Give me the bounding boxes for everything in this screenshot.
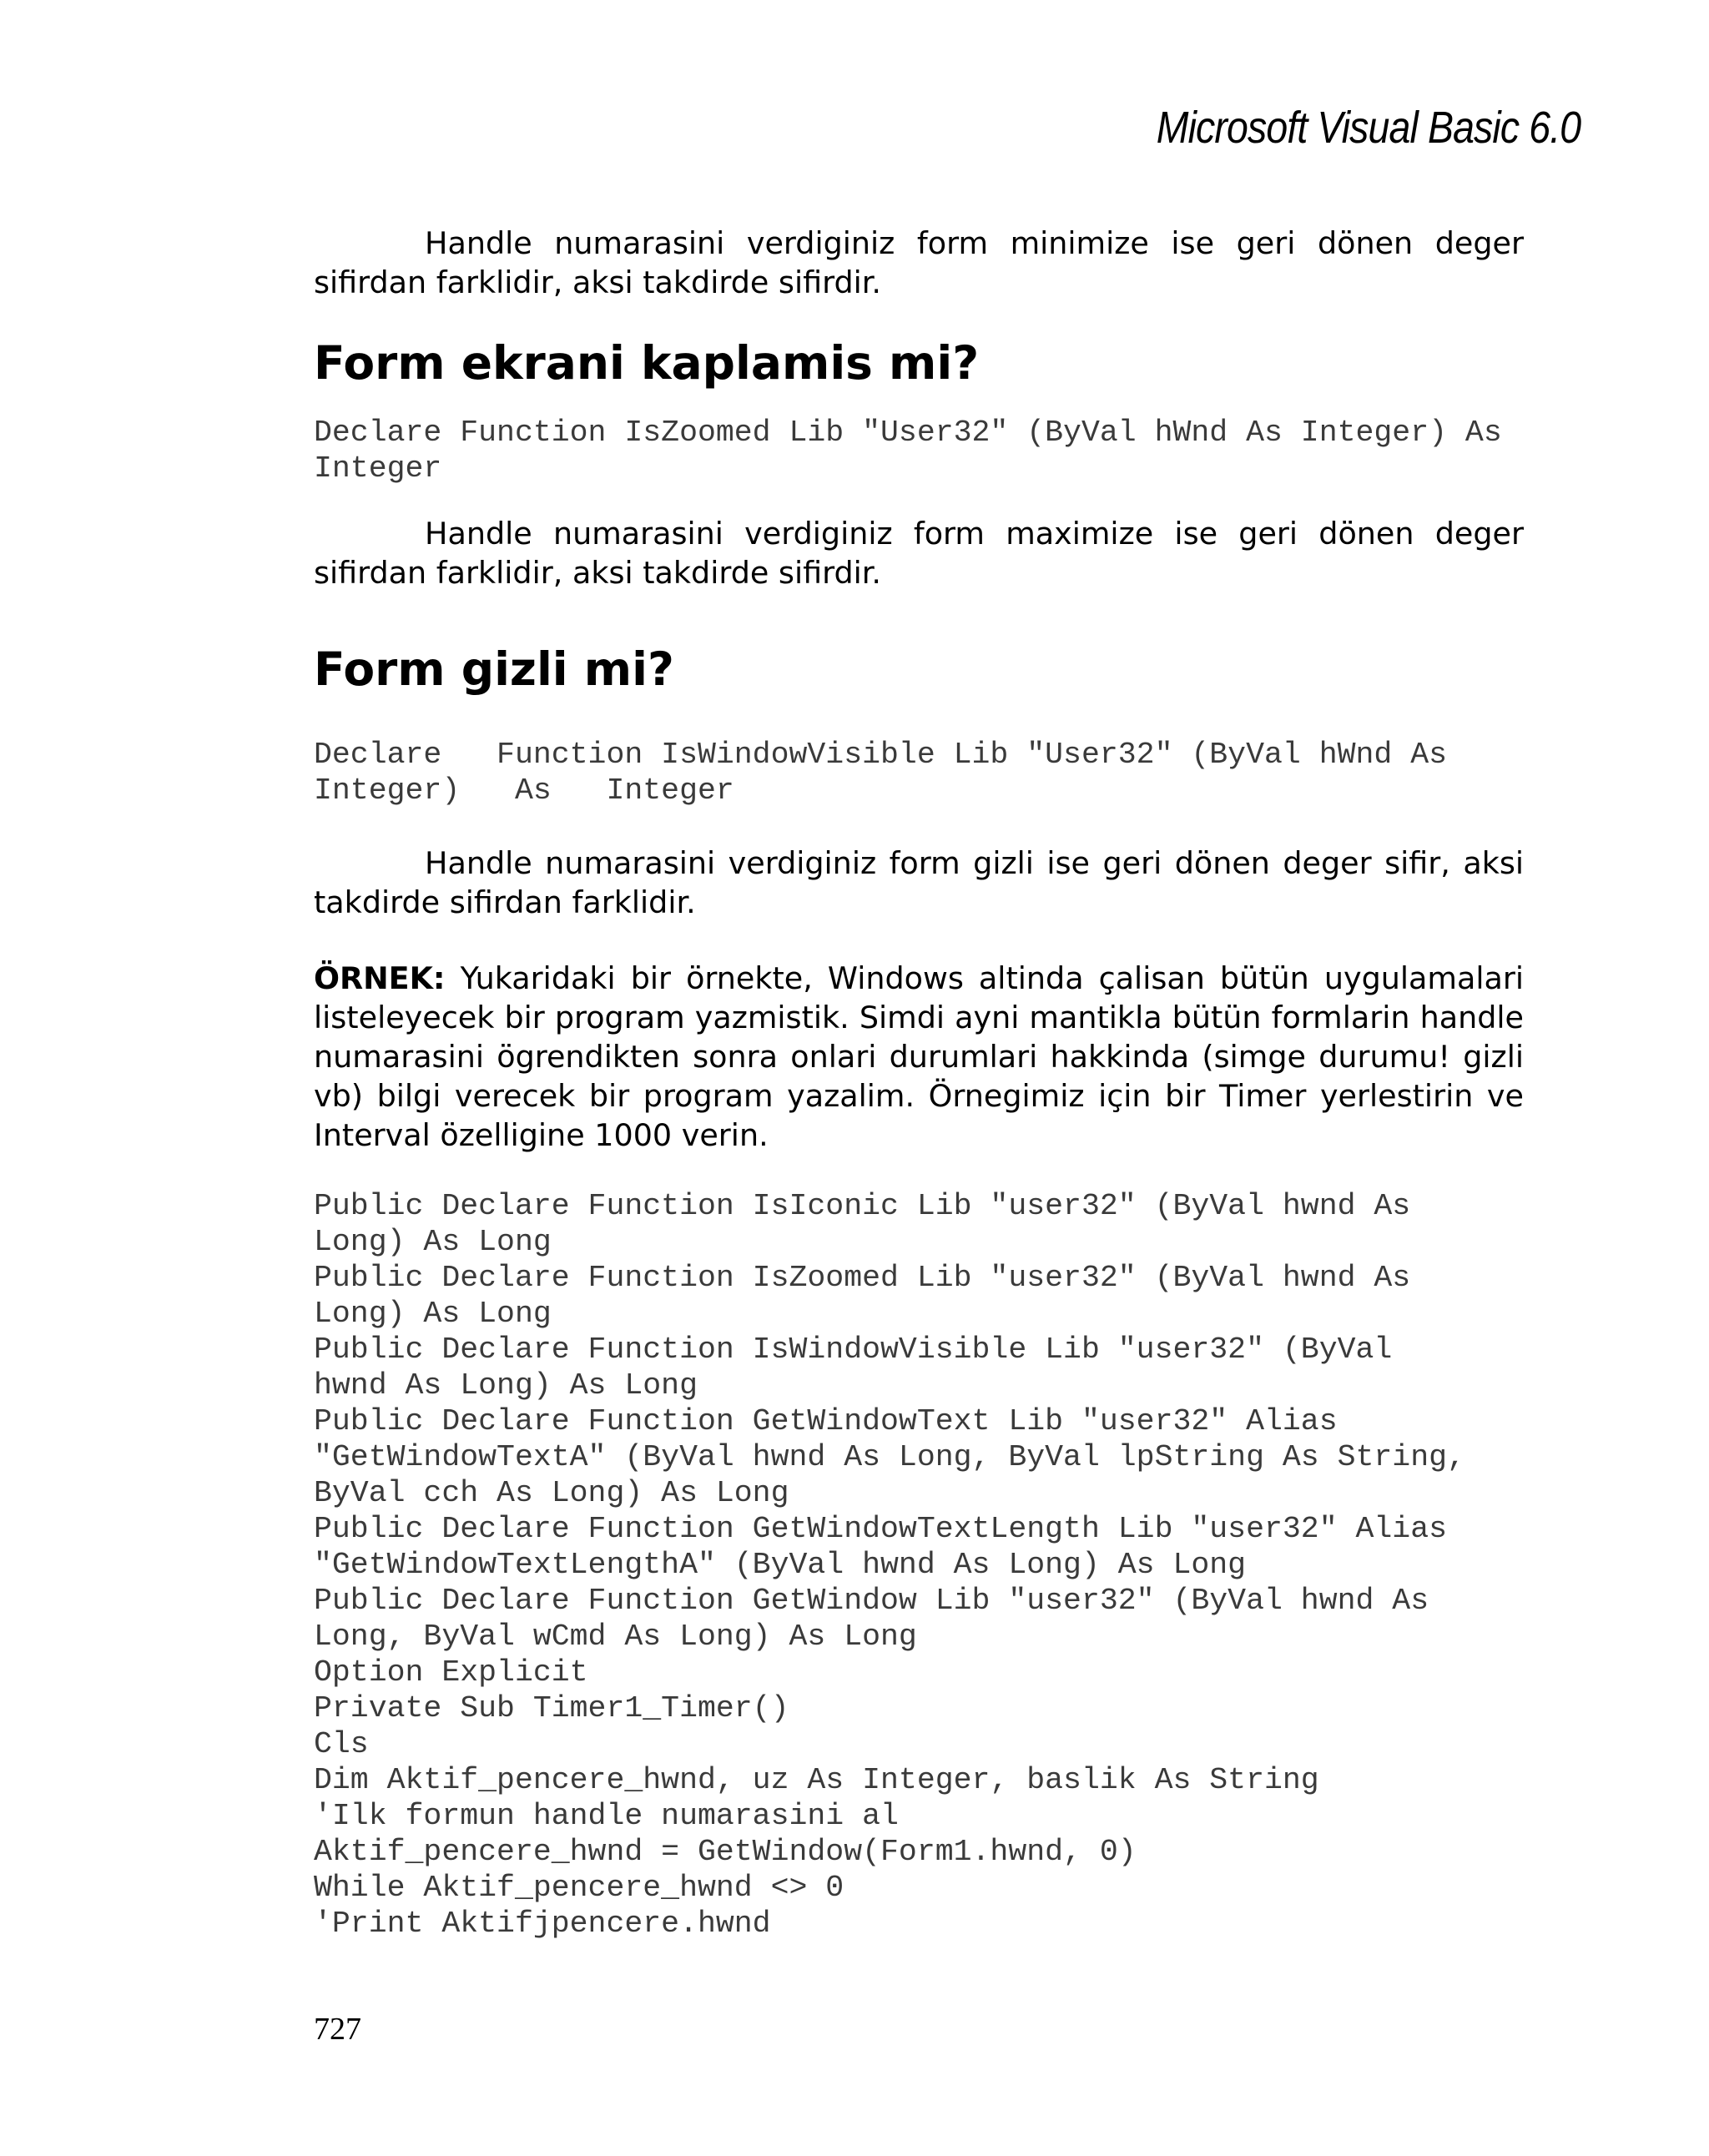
example-label: ÖRNEK: (314, 960, 446, 996)
heading-form-hidden: Form gizli mi? (314, 642, 674, 696)
example-text: Yukaridaki bir örnekte, Windows altinda çalisan bütün uygulamalari listeleyecek bir program yazmistik. Simdi ayni mantikla bütün formlarin handle numarasini ögrendikten sonra onlari durumlari hakkinda (simge durumu! gizli vb) bilgi verecek bir program yazalim. Örnegimiz için bir Timer yerlestirin ve Interval özelligine 1000 verin. (314, 960, 1524, 1153)
paragraph-maximize: Handle numarasini verdiginiz form maximize ise geri dönen deger sifirdan farklidir, aksi takdirde sifirdir. (314, 516, 1524, 591)
paragraph-hidden: Handle numarasini verdiginiz form gizli ise geri dönen deger sifir, aksi takdirde sifirdan farklidir. (314, 845, 1524, 920)
code-iszoomed-declare: Declare Function IsZoomed Lib "User32" (ByVal hWnd As Integer) As Integer (314, 416, 1502, 486)
page-content (314, 224, 1524, 1942)
paragraph-minimize: Handle numarasini verdiginiz form minimize ise geri dönen deger sifirdan farklidir, aksi takdirde sifirdir. (314, 225, 1524, 300)
running-header: Microsoft Visual Basic 6.0 (1156, 103, 1580, 153)
page-number: 727 (314, 2012, 361, 2047)
paragraph-example (314, 959, 1524, 1155)
code-iswindowvisible-declare: Declare Function IsWindowVisible Lib "User32" (ByVal hWnd As Integer) As Integer (314, 738, 1448, 808)
heading-form-zoomed: Form ekrani kaplamis mi? (314, 336, 980, 390)
code-example-listing: Public Declare Function IsIconic Lib "user32" (ByVal hwnd As Long) As Long Public Declare Function IsZoomed Lib "user32" (ByVal hwnd As Long) As Long Public Declare Function IsWindowVisible Lib "user32" (ByVal hwnd As Long) As Long Public Declare Function GetWindowText Lib "user32" Alias "GetWindowTextA" (ByVal hwnd As Long, ByVal lpString As String, ByVal cch As Long) As Long Public Declare Function GetWindowTextLength Lib "user32" Alias "GetWindowTextLengthA" (ByVal hwnd As Long) As Long Public Declare Function GetWindow Lib "user32" (ByVal hwnd As Long, ByVal wCmd As Long) As Long Option Explicit Private Sub Timer1_Timer() Cls Dim Aktif_pencere_hwnd, uz As Integer, baslik As String 'Ilk formun handle numarasini al Aktif_pencere_hwnd = GetWindow(Form1.hwnd, 0) While Aktif_pencere_hwnd <> 0 'Print Aktifjpencere.hwnd (314, 1189, 1465, 1941)
